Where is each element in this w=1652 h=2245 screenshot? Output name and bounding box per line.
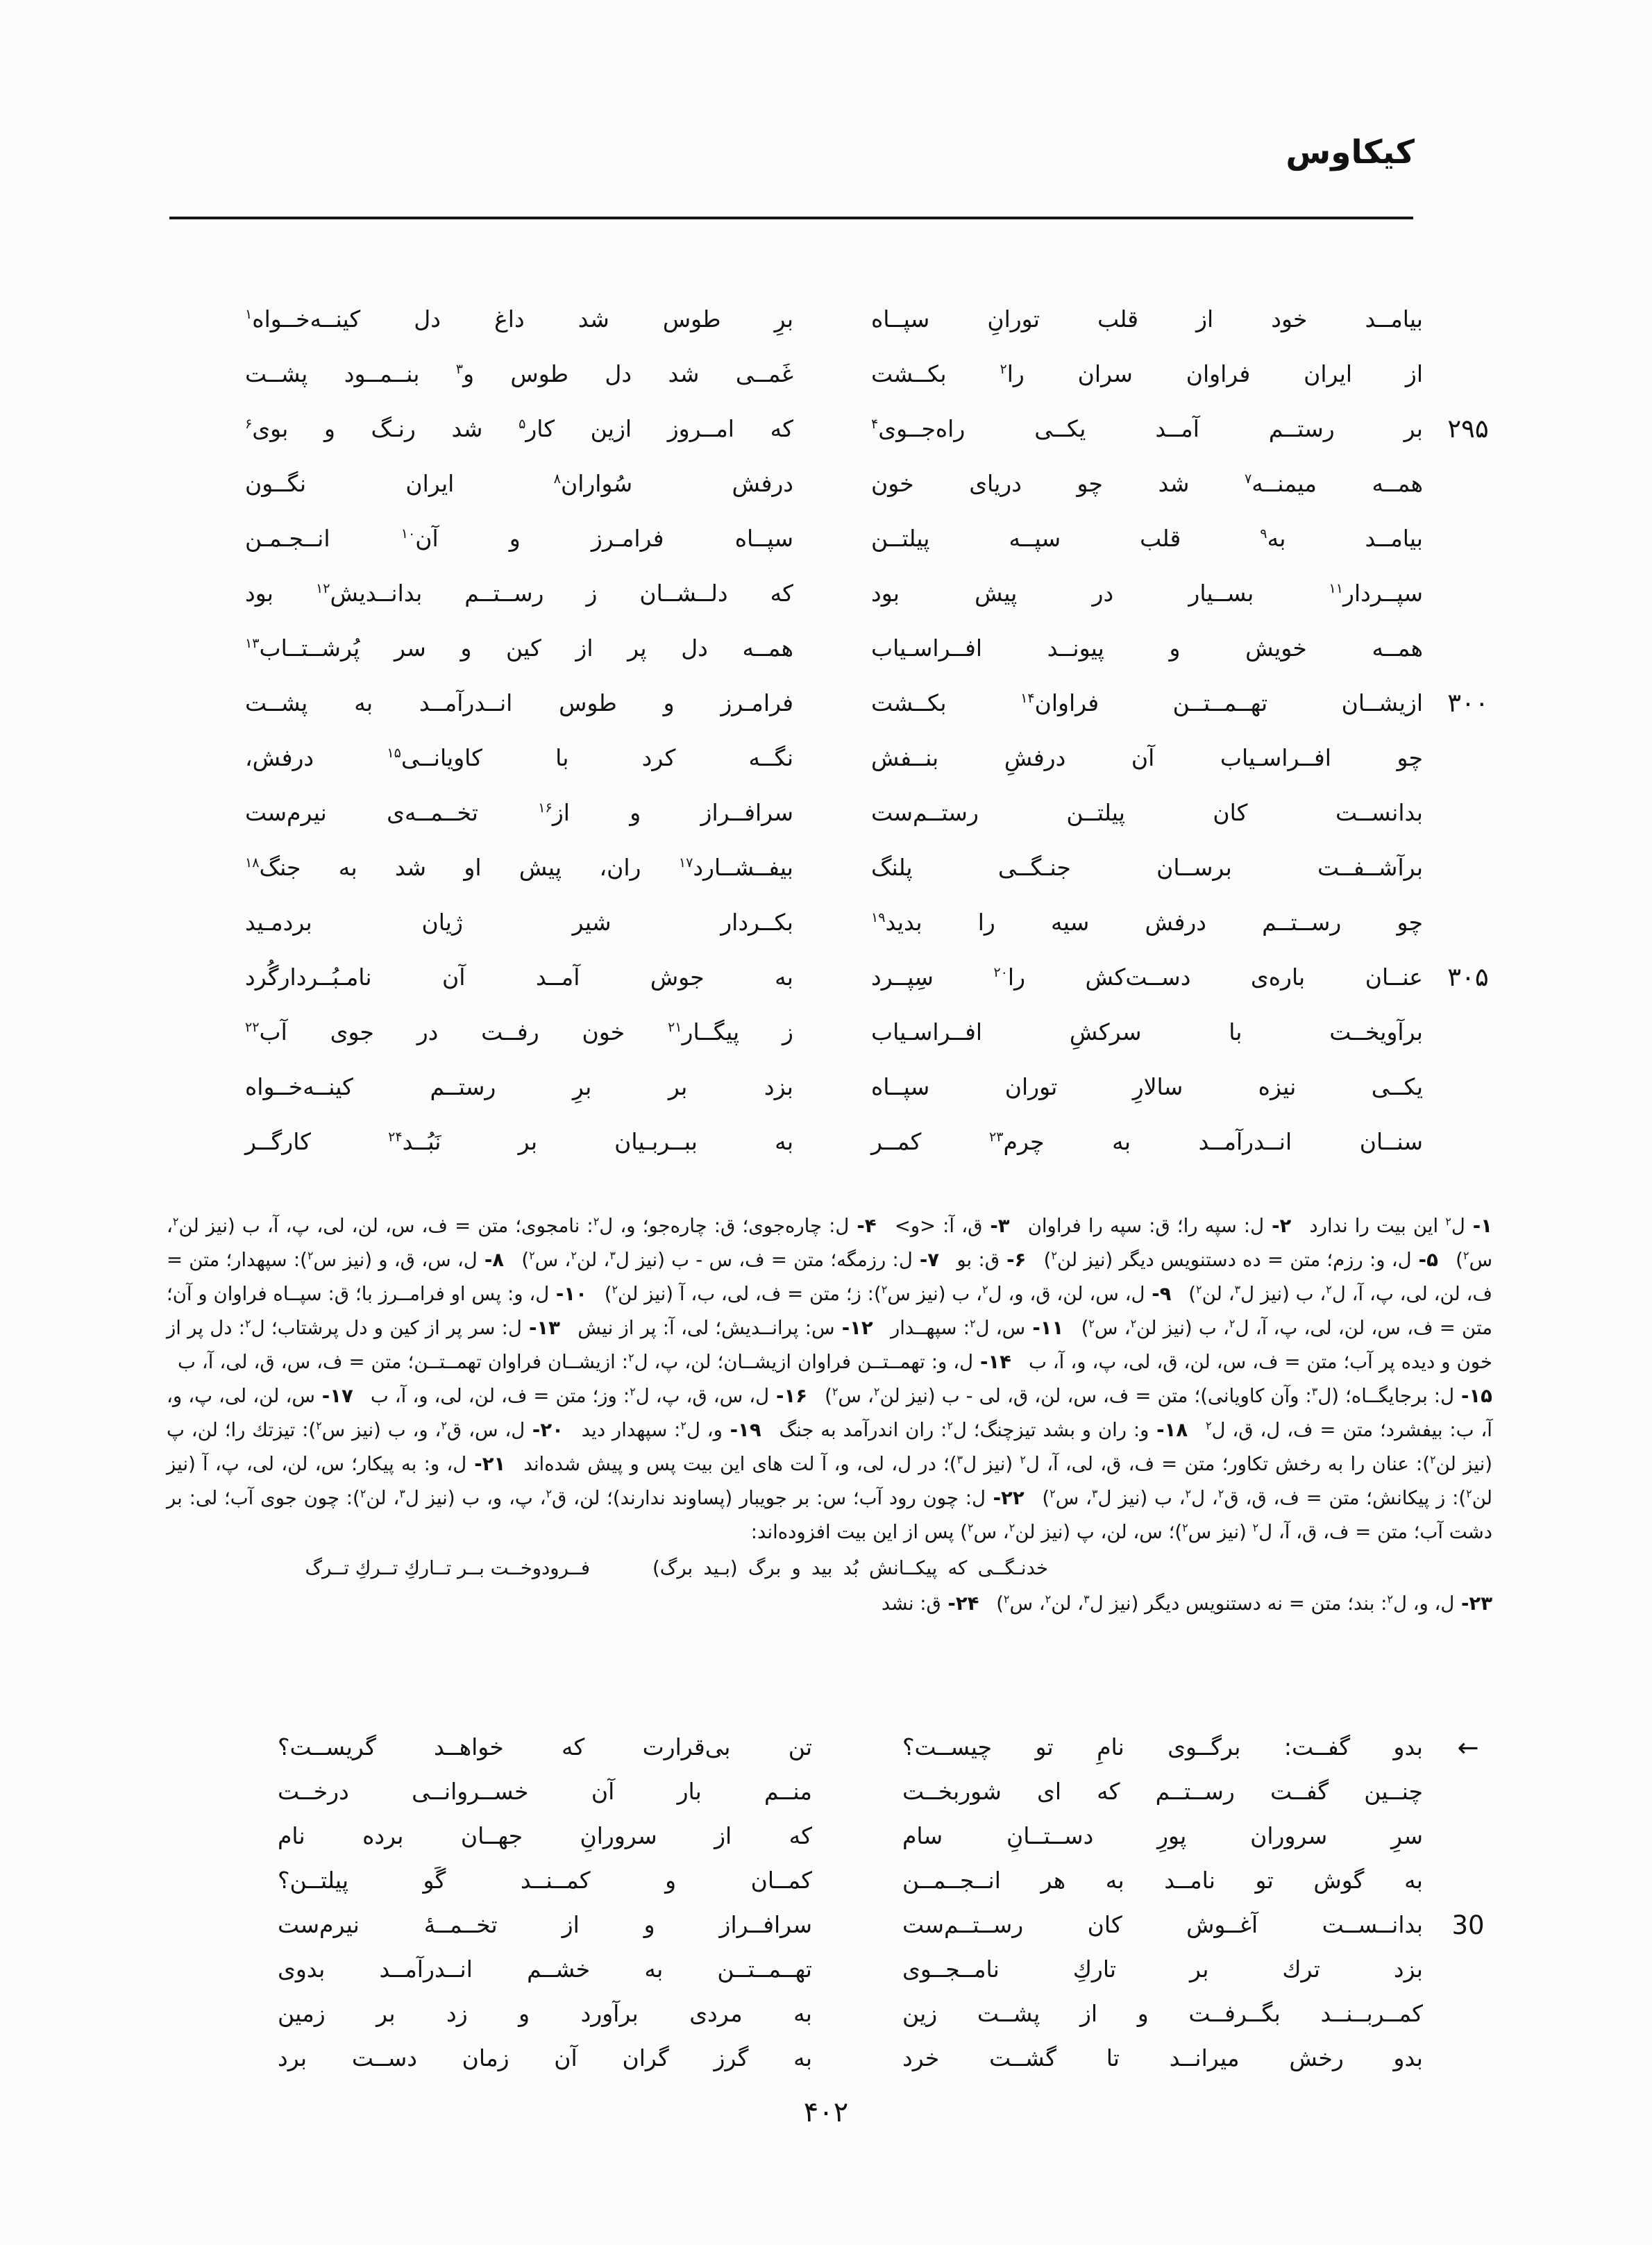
- verse-row: [243, 346, 1513, 401]
- page-number: ۴۰۲: [803, 2096, 849, 2128]
- footnote-text: ل، س، لن، ق، و، ل$^۲$، ب (نیز س$^۲$): ز؛ متن = ف، لی، ب، آ (نیز لن$^۲$): [604, 1282, 1145, 1305]
- footnote-entry: [178, 1351, 1011, 1373]
- footnote-number: ۱۹-: [722, 1419, 761, 1441]
- footnote-number: ۶-: [1000, 1249, 1027, 1271]
- verse-left-hemistich: درفش سُواران$^۸$ ایران نگــون: [245, 469, 793, 497]
- verse-left-hemistich: که از سرورانِ جهــان برده نام: [278, 1822, 812, 1850]
- verse-left-hemistich: که امــروز ازین کار$^۵$ شد رنـگ و بوی$^۶$: [245, 414, 793, 442]
- verse-left-hemistich: منــم بار آن خســروانــی درخــت: [278, 1778, 812, 1806]
- footnote-number: ۱۰-: [549, 1283, 587, 1305]
- verse-left-hemistich: به مردی برآورد و زد بر زمین: [278, 2000, 812, 2028]
- verse-row: [243, 2036, 1513, 2080]
- verse-left-hemistich: که دلــشــان ز رســتــم بدانــدیش$^{۱۲}$ بود: [245, 579, 793, 607]
- footnote-text: ل: برجایگــاه؛ (ل$^۳$: وآن کاویانی)؛ متن = ف، س، لن، ق، لی - ب (نیز لن$^۲$، س$^۲$): [825, 1384, 1455, 1407]
- footnotes-paragraph-1: [167, 1209, 1492, 1549]
- footnote-text: ق: نشد: [881, 1592, 941, 1615]
- verse-row: [243, 895, 1513, 950]
- footnote-entry: [1309, 1215, 1492, 1237]
- footnote-number: ۲۲-: [985, 1487, 1025, 1509]
- footnote-entry: [895, 1215, 1010, 1237]
- footnote-text: و، ل$^۲$: سپهدار دید: [581, 1418, 723, 1441]
- verse-row: [243, 840, 1513, 895]
- footnote-text: ل: سر پر از کین و دل پرشتاب؛ ل$^۲$: دل پر از خون و دیده پر آب؛ متن = ف، س، لن، ق، لی، پ، و، آ، ب: [167, 1316, 1492, 1373]
- footnote-text: ل$^۲$ این بیت را ندارد: [1309, 1214, 1465, 1237]
- verse-left-hemistich: همــه دل پر از کین و سر پُرشــتــاب$^{۱۳}$: [245, 634, 793, 662]
- verse-row: [243, 785, 1513, 840]
- verse-row: [243, 1903, 1513, 1947]
- verse-right-hemistich: چنــین گفــت رســتــم که ای شوربخــت: [902, 1778, 1423, 1806]
- verse-left-hemistich: به ببــربـیان بر نَبُــد$^{۲۴}$ کارگــر: [245, 1127, 794, 1155]
- footnote-entry: [996, 1592, 1492, 1615]
- footnote-entry: [371, 1385, 807, 1407]
- verse-row: [243, 1947, 1513, 1992]
- footnote-number: ۱۴-: [973, 1351, 1011, 1373]
- verse-left-hemistich: سرافــراز و از تخــمــهٔ نیرم‌ست: [278, 1911, 812, 1939]
- inserted-verse-right-hemistich: خدنـگــی که پیکــانش بُد بید و برگ (بـید برگ): [652, 1557, 1048, 1579]
- verse-right-hemistich: سپــردار$^{۱۱}$ بســیار در پیش بود: [871, 579, 1423, 607]
- footnotes-paragraph-2: [167, 1587, 1492, 1621]
- verse-right-hemistich: عنــان باره‌ی دســت‌کش را$^{۲۰}$ سِپــرد: [871, 963, 1424, 991]
- verse-right-hemistich: از ایران فراوان سران را$^۲$ بکــشت: [871, 360, 1424, 387]
- verse-row: [243, 1059, 1513, 1114]
- footnote-text: ل، و: پس او فرامــرز با؛ ق: سپــاه فراوان و آن؛ متن = ف، س، لن، لی، پ، آ، ل$^۲$، ب (نیز لن$^۲$، س$^۲$): [167, 1283, 1492, 1339]
- footnote-number: ۳-: [982, 1215, 1010, 1237]
- footnote-entry: [779, 1419, 1188, 1441]
- page-title: کیکاوس: [1286, 133, 1415, 171]
- footnote-entry: [1044, 1249, 1438, 1271]
- footnote-number: ۵-: [1411, 1249, 1438, 1271]
- verse-right-hemistich: بیامــد به$^۹$ قلب سپــه پیلتــن: [871, 524, 1423, 552]
- verse-row: [243, 1814, 1513, 1858]
- footnote-text: ل: سپه را؛ ق: سپه را فراوان: [1027, 1215, 1265, 1237]
- footnotes-block: [167, 1209, 1492, 1621]
- verse-right-hemistich: بدانســت کان پیلتــن رستــم‌ست: [871, 798, 1423, 826]
- bottom-verse-block: [243, 1725, 1513, 2080]
- footnote-number: ۱۳-: [521, 1317, 560, 1339]
- verse-right-hemistich: بدو رخش میرانــد تا گشــت خرد: [902, 2044, 1423, 2072]
- footnote-text: ق: بو: [956, 1249, 1000, 1271]
- verse-left-hemistich: سپــاه فرامـرز و آن$^{۱۰}$ انــجـمـن: [245, 524, 793, 552]
- inserted-verse-left-hemistich: فــرودوخــت بــر تــاركِ تــركِ تــرگ: [305, 1557, 590, 1579]
- footnote-text: س، لن، لی، پ، و، آ، ب: بیفشرد؛ متن = ف، ل، ق، ل$^۲$: [167, 1385, 1492, 1441]
- footnote-text: ل، و: به پیکار؛ س، لن، لی، پ، آ (نیز لن$^۲$): ز پیکانش؛ متن = ف، ق، ق$^۲$، ل$^۲$، ب (نیز ل$^۳$، س$^۲$): [167, 1453, 1493, 1509]
- footnote-text: س، ل$^۲$: سپهــدار: [890, 1316, 1026, 1339]
- verse-row: [243, 1725, 1513, 1769]
- footnote-number: ۱۵-: [1454, 1385, 1492, 1407]
- verse-row: [243, 292, 1513, 346]
- verse-right-hemistich: بدانــســت آغــوش کان رســتــم‌ست: [902, 1911, 1423, 1939]
- verse-row: [243, 511, 1513, 566]
- verse-left-hemistich: کمــان و کمــنــد گَو پیلتــن؟: [278, 1867, 812, 1894]
- footnote-entry: [578, 1317, 873, 1339]
- verse-row: [243, 401, 1513, 456]
- verse-right-hemistich: بدو گفــت: برگــوی نامِ تو چیســت؟: [902, 1733, 1423, 1761]
- footnote-inserted-verse: [167, 1552, 1492, 1586]
- verse-number-margin: ۳۰۰: [1447, 688, 1489, 718]
- verse-right-hemistich: سنــان انــدرآمــد به چرم$^{۲۳}$ کمــر: [871, 1127, 1423, 1155]
- verse-row: [243, 1769, 1513, 1814]
- verse-right-hemistich: بر رستــم آمــد یکــی راه‌جــوی$^۴$: [871, 414, 1423, 442]
- verse-left-hemistich: بکــردار شیر ژیان بردمـید: [245, 908, 793, 936]
- continuation-arrow-icon: ←: [1457, 1732, 1479, 1763]
- footnote-number: ۷-: [912, 1249, 940, 1271]
- footnote-text: و: ران و بشد تیزچنگ؛ ل$^۲$: ران اندرآمد به جنگ: [779, 1418, 1149, 1441]
- verse-left-hemistich: بزد بر برِ رستــم کینــه‌خــواه: [245, 1073, 793, 1100]
- verse-right-hemistich: یکــی نیزه سالارِ توران سپــاه: [871, 1073, 1423, 1100]
- footnote-number: ۱۸-: [1149, 1419, 1188, 1441]
- verse-right-hemistich: همــه میمنــه$^۷$ شد چو دریای خون: [871, 469, 1423, 497]
- footnote-number: ۹-: [1145, 1283, 1172, 1305]
- footnote-text: ل: رزمگه؛ متن = ف، س - ب (نیز ل$^۳$، لن$^۲$، س$^۲$): [521, 1248, 913, 1271]
- footnote-entry: [891, 1317, 1063, 1339]
- verse-row: [243, 1992, 1513, 2036]
- verse-right-hemistich: سرِ سروران پورِ دســتــانِ سام: [902, 1822, 1423, 1850]
- verse-row: [243, 566, 1513, 621]
- verse-left-hemistich: بیفــشــارد$^{۱۷}$ ران، پیش او شد به جنگ$^{۱۸}$: [245, 853, 793, 881]
- footnote-text: ل: چاره‌جوی؛ ق: چاره‌جو؛ و، ل$^۲$: نامجوی؛ متن = ف، س، لن، لی، پ، آ، ب (نیز لن$^۲$، س$^۲$): [167, 1214, 1493, 1271]
- footnote-entry: [882, 1592, 979, 1615]
- footnote-entry: [1028, 1215, 1292, 1237]
- footnote-number: ۲۴-: [941, 1592, 979, 1615]
- inserted-verse-spacer: [1048, 1552, 1492, 1586]
- verse-row: [243, 675, 1513, 730]
- verse-right-hemistich: چو رســتــم درفش سیه را بدید$^{۱۹}$: [871, 908, 1423, 936]
- verse-right-hemistich: به گوش تو نامــد به هر انــجــمــن: [902, 1867, 1423, 1894]
- footnote-text: ل، و، ل$^۲$: بند؛ متن = نه دستنویس دیگر (نیز ل$^۳$، لن$^۲$، س$^۲$): [996, 1592, 1455, 1615]
- verse-left-hemistich: تن بی‌قرارت که خواهــد گریســت؟: [278, 1733, 812, 1761]
- verse-left-hemistich: به جوش آمــد آن نامـبُــردارگُرد: [245, 963, 793, 991]
- footnote-number: ۱۷-: [314, 1385, 353, 1407]
- verse-number-margin: ۳۰۵: [1447, 962, 1489, 992]
- verse-left-hemistich: به گرز گران آن زمان دســت برد: [278, 2044, 812, 2072]
- footnote-text: ل، س، ق، و (نیز س$^۲$): سپهدار؛ متن = ف، لن، لی، پ، آ، ل$^۲$، ب (نیز ل$^۳$، لن$^۲$): [167, 1248, 1493, 1305]
- main-verse-block: [243, 292, 1513, 1169]
- verse-row: [243, 1004, 1513, 1059]
- verse-row: [243, 1114, 1513, 1169]
- footnote-number: ۱۱-: [1025, 1317, 1064, 1339]
- footnote-text: ل، س، ق$^۲$، و، ب (نیز س$^۲$): تیزتك را؛ لن، پ (نیز لن$^۲$): عنان را به رخش تکاور؛ متن = ف، ق، لی، آ، ل$^۲$ (نیز ل$^۳$)؛ در ل، لی، و، آ لت های این بیت پس و پیش شده‌اند: [167, 1418, 1492, 1475]
- verse-right-hemistich: بیامــد خود از قلب تورانِ سپــاه: [871, 305, 1423, 333]
- verse-left-hemistich: ز پیگــار$^{۲۱}$ خون رفــت در جوی آب$^{۲۲}$: [245, 1018, 793, 1045]
- verse-row: [243, 621, 1513, 675]
- verse-left-hemistich: فرامـرز و طوس انــدرآمــد به پشــت: [245, 689, 793, 716]
- verse-number-margin: 30: [1451, 1910, 1485, 1940]
- verse-right-hemistich: همــه خویش و پیونــد افــراسـیاب: [871, 634, 1423, 662]
- verse-left-hemistich: سرافــراز و از$^{۱۶}$ تخــمــه‌ی نیرم‌ست: [245, 798, 793, 826]
- verse-left-hemistich: غَمــی شد دل طوس و$^۳$ بنــمــود پشــت: [245, 360, 794, 387]
- footnote-text: س: پرانــدیش؛ لی، آ: پر از نیش: [578, 1317, 835, 1339]
- verse-right-hemistich: برآویخــت با سرکشِ افــراسـیاب: [871, 1018, 1423, 1045]
- footnote-text: ق، آ: <و>: [894, 1215, 983, 1237]
- footnote-number: ۲۰-: [525, 1419, 564, 1441]
- verse-right-hemistich: ازیشــان تهــمــتــن فراوان$^{۱۴}$ بکــشت: [871, 689, 1423, 716]
- header-rule: [169, 217, 1413, 219]
- verse-right-hemistich: چو افــراسـیاب آن درفشِ بنــفش: [871, 743, 1423, 771]
- verse-row: [243, 950, 1513, 1004]
- footnote-number: ۴-: [849, 1215, 877, 1237]
- footnote-entry: [825, 1385, 1492, 1407]
- footnote-text: ل، و: رزم؛ متن = ده دستنویس دیگر (نیز لن$^۲$): [1043, 1248, 1412, 1271]
- footnote-text: ل، و: تهمــتــن فراوان ازیشــان؛ لن، پ، ل$^۲$: ازیشــان فراوان تهمــتــن؛ متن = ف، س، ق، لی، آ، ب: [178, 1350, 974, 1373]
- verse-left-hemistich: تهــمــتــن به خشــم انــدرآمــد بدوی: [278, 1956, 812, 1983]
- verse-right-hemistich: کمــربــنــد بگــرفــت و از پشــت زین: [902, 2000, 1423, 2028]
- footnote-number: ۱-: [1465, 1215, 1492, 1237]
- footnote-entry: [956, 1249, 1026, 1271]
- footnote-text: ل، س، ق، پ، ل$^۲$: وز؛ متن = ف، لن، لی، و، آ، ب: [370, 1384, 770, 1407]
- verse-left-hemistich: نگــه کرد با کاویانــی$^{۱۵}$ درفش،: [245, 743, 793, 771]
- footnote-number: ۲۳-: [1454, 1592, 1492, 1615]
- footnote-number: ۱۶-: [769, 1385, 808, 1407]
- footnote-number: ۱۲-: [834, 1317, 873, 1339]
- footnote-number: ۲۱-: [466, 1453, 506, 1475]
- verse-left-hemistich: برِ طوس شد داغ دل کینــه‌خــواه$^۱$: [245, 305, 793, 333]
- verse-number-margin: ۲۹۵: [1447, 414, 1489, 444]
- footnote-entry: [605, 1283, 1172, 1305]
- verse-row: [243, 730, 1513, 785]
- verse-right-hemistich: برآشــفــت برســان جنـگــی پلنگ: [871, 853, 1423, 881]
- footnote-entry: [521, 1249, 939, 1271]
- verse-row: [243, 1858, 1513, 1903]
- footnote-number: ۸-: [477, 1249, 505, 1271]
- verse-row: [243, 456, 1513, 511]
- footnote-text: ل: چون رود آب؛ س: بر جویبار (پساوند ندارند)؛ لن، ق$^۲$، پ، و، ب (نیز ل$^۳$، لن$^۲$): چون جوی آب؛ لی: بر دشت آب؛ متن = ف، ق، آ، ل$^۲$ (نیز س$^۲$)؛ س، لن، پ (نیز لن$^۲$، س$^۲$) پس از این بیت افزوده‌اند:: [167, 1486, 1492, 1543]
- footnote-number: ۲-: [1264, 1215, 1292, 1237]
- verse-right-hemistich: بزد ترك بر تاركِ نامــجــوی: [902, 1956, 1423, 1983]
- footnote-entry: [582, 1419, 761, 1441]
